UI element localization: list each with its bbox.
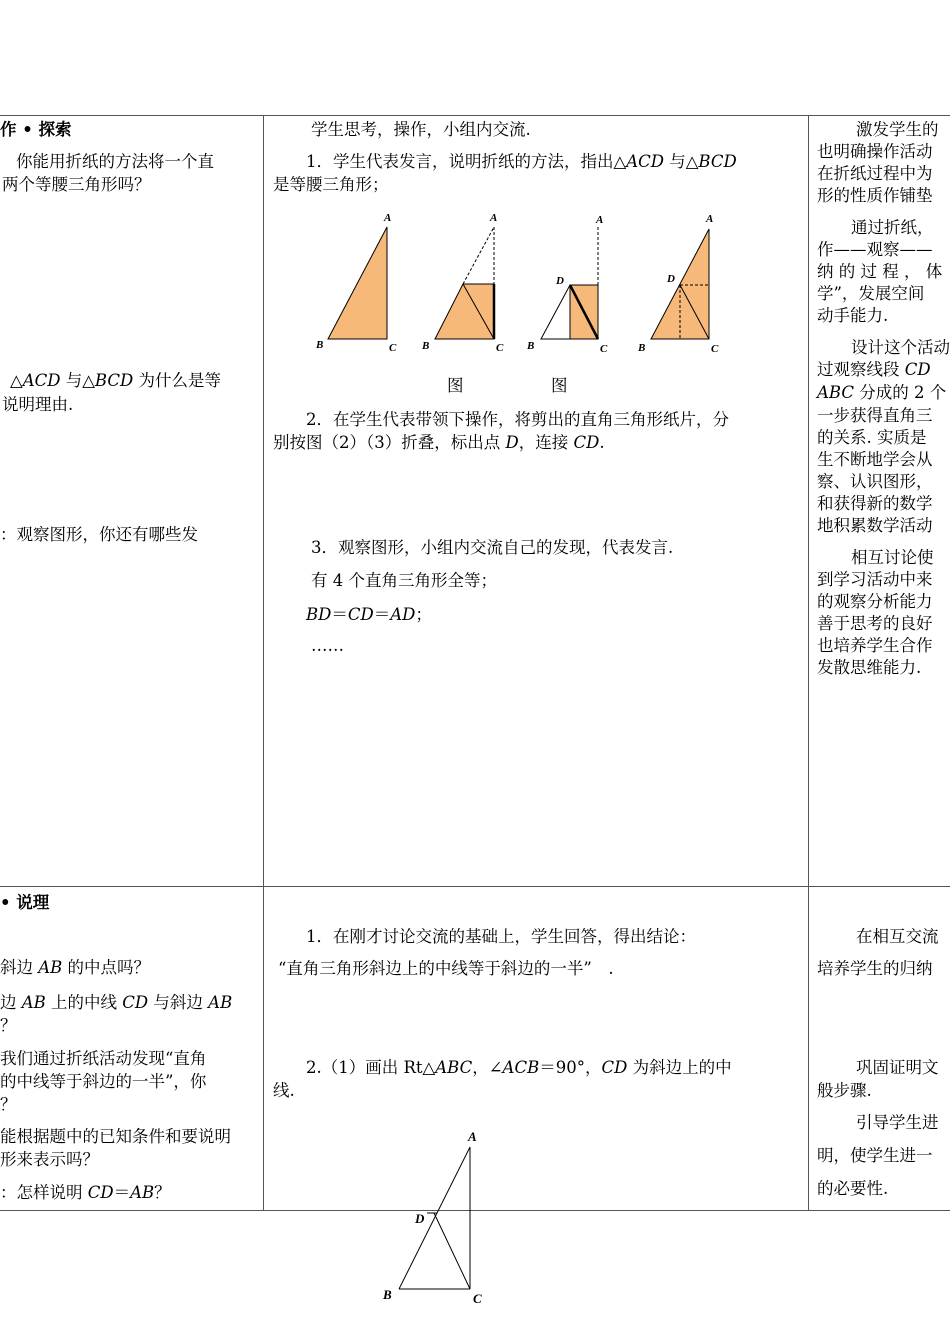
median-triangle-figure (375, 1125, 495, 1310)
fig5-label-d: D (415, 1211, 425, 1226)
fig2-label-b: B (422, 340, 430, 352)
right-line-3: 在折纸过程中为 (817, 164, 933, 183)
right-s2-line-7: 的必要性. (817, 1179, 889, 1198)
right-line-21: 的观察分析能力 (817, 592, 933, 611)
left-s2-line3: ？ (0, 1016, 17, 1035)
mid-line-8: BD＝CD＝AD； (306, 605, 432, 624)
mid-line-2: 1．学生代表发言，说明折纸的方法，指出△ACD 与△BCD (306, 152, 737, 171)
right-line-22: 善于思考的良好 (817, 614, 933, 633)
mid-line-5: 别按图（2）（3）折叠，标出点 D，连接 CD. (273, 433, 605, 452)
right-line-15: 生不断地学会从 (817, 450, 933, 469)
right-line-24: 发散思维能力. (817, 658, 922, 677)
left-s2-line8: 形来表示吗？ (0, 1150, 99, 1169)
right-s2-line-1: 在相互交流 (856, 927, 939, 946)
left-s2-line1: 斜边 AB 的中点吗？ (0, 958, 151, 977)
right-line-11: 过观察线段 CD (817, 360, 931, 379)
fig5-label-b: B (383, 1287, 392, 1302)
fig4-label-c: C (711, 343, 719, 355)
fig1-label-b: B (316, 339, 324, 351)
right-line-19: 相互讨论使 (851, 548, 934, 567)
left-s2-line7: 能根据题中的已知条件和要说明 (0, 1127, 231, 1146)
left-question-3: ：观察图形，你还有哪些发 (0, 525, 198, 544)
right-s2-line-4: 般步骤. (817, 1081, 872, 1100)
fig5-label-c: C (473, 1291, 482, 1306)
fig2-label-c: C (496, 342, 504, 354)
mid-line-6: 3．观察图形，小组内交流自己的发现，代表发言. (311, 538, 674, 557)
fig3-white (541, 285, 570, 339)
figure-caption-2: 图 (551, 376, 568, 395)
fig3-label-b: B (527, 340, 535, 352)
right-line-2: 也明确操作活动 (817, 142, 933, 161)
mid-s2-line1: 1．在刚才讨论交流的基础上，学生回答，得出结论： (306, 927, 696, 946)
table-col-divider-1 (263, 115, 264, 1211)
mid-line-3: 是等腰三角形； (273, 175, 389, 194)
right-line-9: 动手能力. (817, 306, 889, 325)
fig4-label-d: D (667, 273, 675, 285)
fig4-label-a: A (706, 213, 714, 225)
fig5-label-a: A (468, 1129, 477, 1144)
mid-line-7: 有 4 个直角三角形全等； (311, 571, 497, 590)
right-line-20: 到学习活动中来 (817, 570, 933, 589)
table-col-divider-2 (808, 115, 809, 1211)
right-line-17: 和获得新的数学 (817, 494, 933, 513)
fig3-label-d: D (556, 275, 564, 287)
mid-s2-line4: 线. (273, 1081, 295, 1100)
right-line-6: 作——观察—— (817, 240, 933, 259)
section1-heading: 作 • 探索 (0, 120, 72, 139)
left-s2-line6: ？ (0, 1095, 17, 1114)
mid-s2-line2: “直角三角形斜边上的中线等于斜边的一半” . (278, 959, 614, 978)
mid-s2-line3: 2.（1）画出 Rt△ABC，∠ACB＝90°，CD 为斜边上的中 (306, 1058, 732, 1077)
right-line-4: 形的性质作铺垫 (817, 186, 933, 205)
right-line-14: 的关系. 实质是 (817, 428, 927, 447)
right-s2-line-6: 明，使学生进一 (817, 1146, 933, 1165)
right-line-16: 察、认识图形， (817, 472, 933, 491)
left-question-2-cont: 说明理由. (2, 395, 74, 414)
left-s2-line4: 我们通过折纸活动发现“直角 (0, 1049, 207, 1068)
right-line-7: 纳 的 过 程 ， 体 (817, 262, 943, 281)
right-line-23: 也培养学生合作 (817, 636, 933, 655)
fig2-shape (435, 284, 494, 339)
left-question-2: △ACD 与△BCD 为什么是等 (10, 371, 221, 390)
right-line-1: 激发学生的 (856, 120, 939, 139)
fig3-label-c: C (600, 343, 608, 355)
mid-line-4: 2．在学生代表带领下操作，将剪出的直角三角形纸片，分 (306, 410, 729, 429)
fig1-label-a: A (384, 212, 392, 224)
left-s2-line5: 的中线等于斜边的一半”，你 (0, 1072, 207, 1091)
left-s2-line2: 边 AB 上的中线 CD 与斜边 AB (0, 993, 233, 1012)
left-question-1-cont: 两个等腰三角形吗？ (2, 175, 151, 194)
fig3-label-a: A (596, 214, 604, 226)
mid-line-1: 学生思考，操作，小组内交流. (311, 120, 531, 139)
figure-caption-1: 图 (447, 376, 464, 395)
right-line-5: 通过折纸， (851, 218, 934, 237)
right-line-13: 一步获得直角三 (817, 406, 933, 425)
section2-heading: • 说理 (0, 893, 50, 912)
fig4-label-b: B (638, 342, 646, 354)
right-line-18: 地积累数学活动 (817, 516, 933, 535)
right-line-12: ABC 分成的 2 个 (817, 383, 947, 402)
left-s2-line9: ：怎样说明 CD＝AB？ (0, 1183, 171, 1202)
folding-figures (300, 205, 740, 355)
right-line-8: 学”，发展空间 (817, 284, 925, 303)
right-line-10: 设计这个活动 (851, 338, 950, 357)
right-s2-line-5: 引导学生进 (856, 1113, 939, 1132)
right-s2-line-3: 巩固证明文 (856, 1058, 939, 1077)
mid-line-9: …… (311, 636, 344, 655)
fig2-dashed-hyp (463, 227, 494, 284)
fig2-label-a: A (490, 212, 498, 224)
left-question-1: 你能用折纸的方法将一个直 (16, 152, 214, 171)
right-s2-line-2: 培养学生的归纳 (817, 959, 933, 978)
fig1-triangle (328, 227, 387, 339)
fig1-label-c: C (389, 342, 397, 354)
